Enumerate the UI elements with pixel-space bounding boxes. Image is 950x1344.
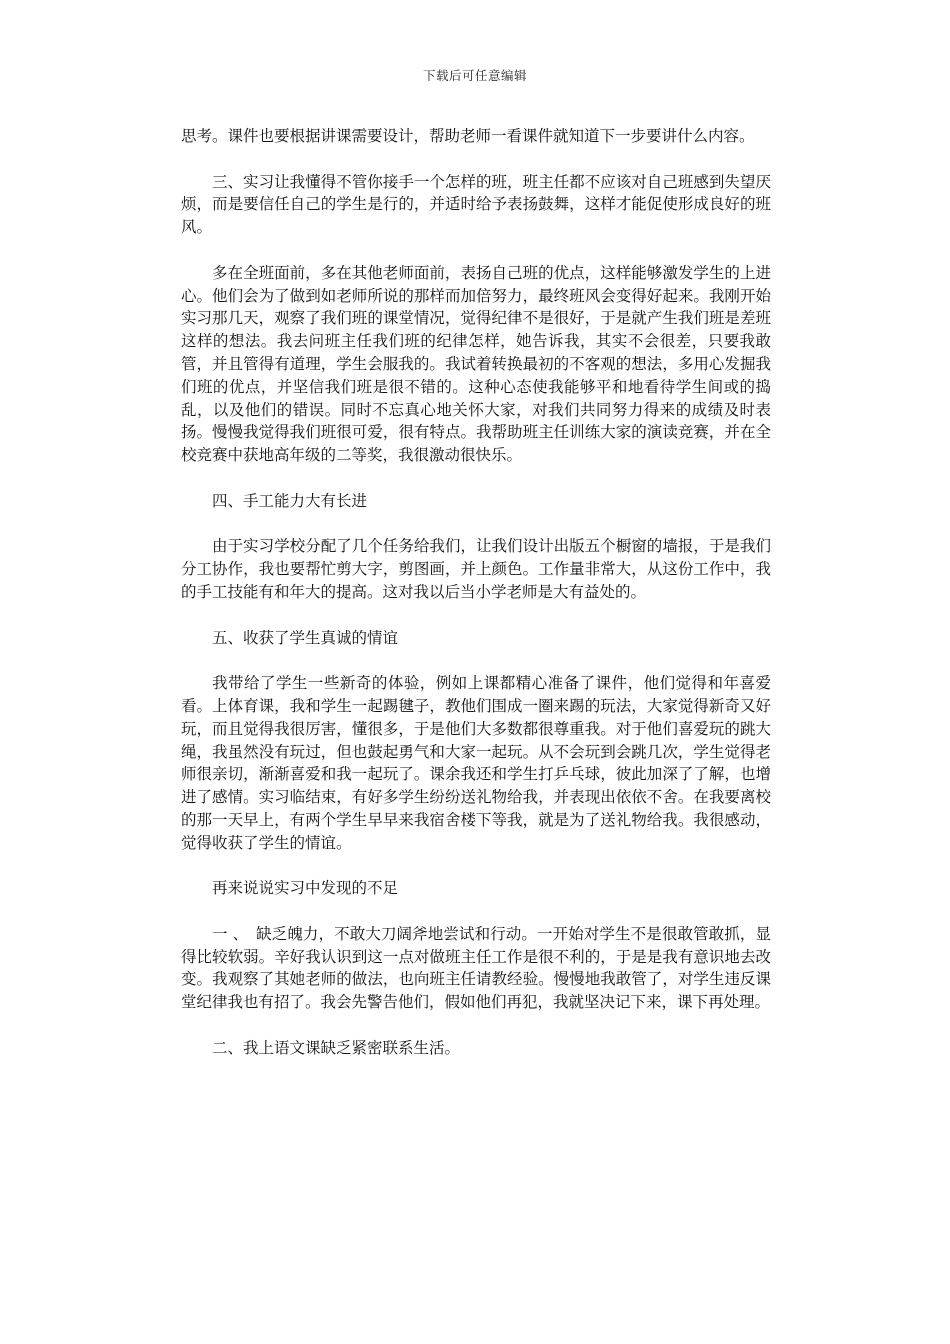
page-header: 下载后可任意编辑 [422, 68, 527, 83]
paragraph: 由于实习学校分配了几个任务给我们，让我们设计出版五个橱窗的墙报，于是我们分工协作，我也要帮忙剪大字，剪图画，并上颜色。工作量非常大，从这份工作中，我的手工技能有和年大的提高。这对我以后当小学老师是大有益处的。 [181, 537, 771, 601]
section-heading: 四、手工能力大有长进 [212, 491, 368, 510]
paragraph: 一 、 缺乏魄力，不敢大刀阔斧地尝试和行动。一开始对学生不是很敢管敢抓，显得比较软弱。辛好我认识到这一点对做班主任工作是很不利的，于是是我有意识地去改变。我观察了其她老师的做法，也向班主任请教经验。慢慢地我敢管了，对学生违反课堂纪律我也有招了。我会先警告他们，假如他们再犯，我就坚决记下来，课下再处理。 [181, 924, 771, 1012]
paragraph: 多在全班面前，多在其他老师面前，表扬自己班的优点，这样能够激发学生的上进心。他们会为了做到如老师所说的那样而加倍努力，最终班风会变得好起来。我刚开始实习那几天，观察了我们班的课堂情况，觉得纪律不是很好，于是就产生我们班是差班这样的想法。我去问班主任我们班的纪律怎样，她告诉我，其实不会很差，只要我敢管，并且管得有道理，学生会服我的。我试着转换最初的不客观的想法，多用心发掘我们班的优点，并坚信我们班是很不错的。这种心态使我能够平和地看待学生间或的捣乱，以及他们的错误。同时不忘真心地关怀大家，对我们共同努力得来的成绩及时表扬。慢慢我觉得我们班很可爱，很有特点。我帮助班主任训练大家的演读竞赛，并在全校竞赛中获地高年级的二等奖，我很激动很快乐。 [181, 263, 771, 465]
section-heading: 二、我上语文课缺乏紧密联系生活。 [212, 1038, 461, 1057]
section-heading: 三、实习让我懂得不管你接手一个怎样的班，班主任都不应该对自己班感到失望厌烦，而是要信任自己的学生是行的，并适时给予表扬鼓舞，这样才能促使形成良好的班风。 [181, 172, 771, 237]
section-heading: 再来说说实习中发现的不足 [212, 879, 399, 898]
document-body [181, 125, 771, 1082]
paragraph: 思考。课件也要根据讲课需要设计，帮助老师一看课件就知道下一步要讲什么内容。 [181, 127, 755, 145]
section-heading: 五、收获了学生真诚的情谊 [212, 628, 399, 647]
paragraph: 我带给了学生一些新奇的体验，例如上课都精心准备了课件，他们觉得和年喜爱看。上体育课，我和学生一起踢毽子，教他们围成一圈来踢的玩法，大家觉得新奇又好玩，而且觉得我很厉害，懂很多，于是他们大多数都很尊重我。对于他们喜爱玩的跳大绳，我虽然没有玩过，但也鼓起勇气和大家一起玩。从不会玩到会跳几次，学生觉得老师很亲切，渐渐喜爱和我一起玩了。课余我还和学生打乒乓球，彼此加深了了解，也增进了感情。实习临结束，有好多学生纷纷送礼物给我，并表现出依依不舍。在我要离校的那一天早上，有两个学生早早来我宿舍楼下等我，就是为了送礼物给我。我很感动，觉得收获了学生的情谊。 [181, 674, 771, 852]
